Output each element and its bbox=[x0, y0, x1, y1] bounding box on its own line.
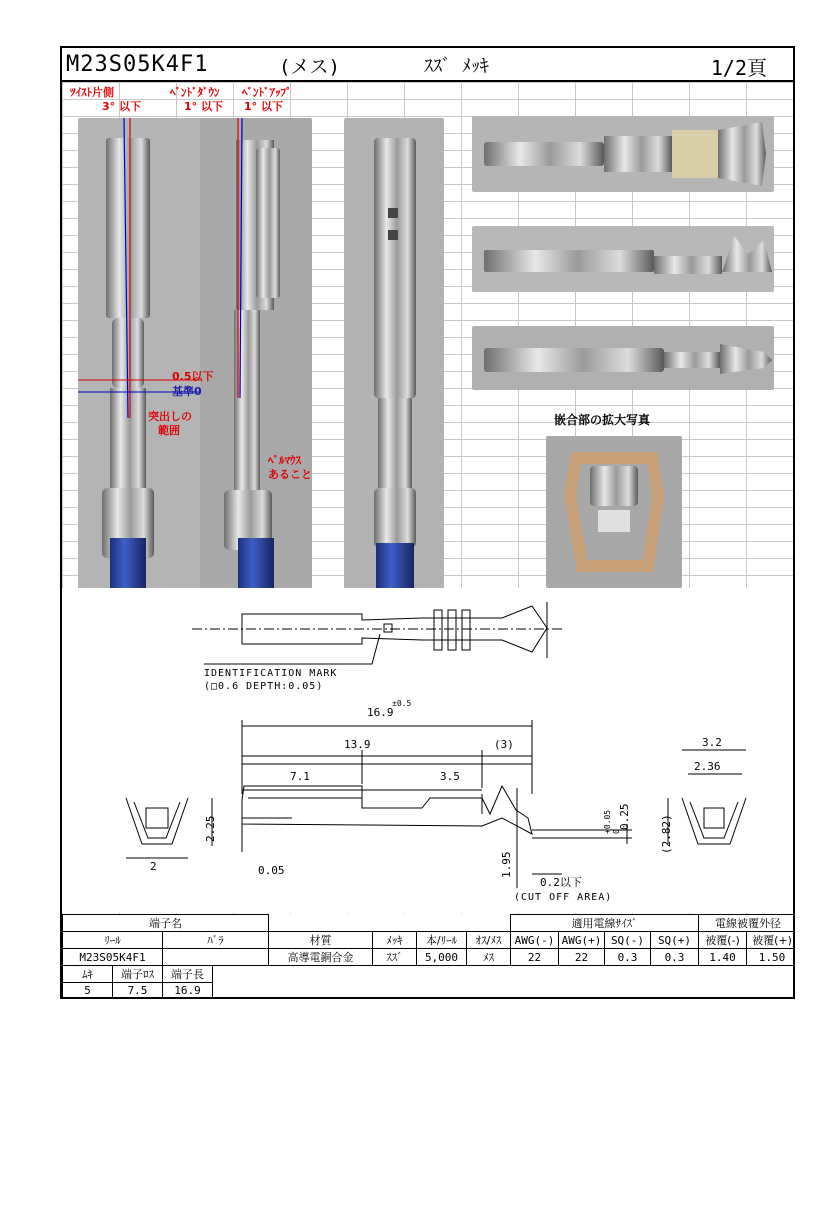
dim-0-25-tol-minus: 0 bbox=[612, 829, 621, 834]
photo-bottom-horizontal bbox=[472, 326, 774, 390]
engineering-drawing bbox=[62, 588, 795, 913]
photo-mating-closeup bbox=[546, 436, 682, 588]
cut-off-area-label: (CUT OFF AREA) bbox=[514, 892, 613, 903]
ins-min-value: 1.40 bbox=[699, 949, 747, 966]
wire-size-header: 適用電線ｻｲｽﾞ bbox=[511, 915, 699, 932]
mukisu-header: ﾑｷ bbox=[63, 966, 113, 983]
length-value: 16.9 bbox=[163, 983, 213, 999]
dim-cut-off: 0.2以下 bbox=[540, 876, 582, 889]
dim-1-95: 1.95 bbox=[500, 851, 513, 878]
dim-overall: 16.9 bbox=[367, 706, 394, 719]
dim-0-25-tol-plus: +0.05 bbox=[603, 809, 612, 834]
material-value: 高導電銅合金 bbox=[269, 949, 373, 966]
protrusion-range-label-1: 突出しの bbox=[148, 410, 192, 423]
dim-3-2: 3.2 bbox=[702, 736, 722, 749]
photo-top-horizontal bbox=[472, 116, 774, 192]
bend-up-label: ﾍﾞﾝﾄﾞｱｯﾌﾟ bbox=[242, 86, 292, 99]
per-reel-header: 本/ﾘｰﾙ bbox=[417, 932, 467, 949]
mukisu-value: 5 bbox=[63, 983, 113, 999]
page-number: 1/2頁 bbox=[710, 56, 767, 80]
photo-bend-view bbox=[200, 118, 312, 590]
sq-max-header: SQ(+) bbox=[651, 932, 699, 949]
identification-mark-spec: (□0.6 DEPTH:0.05) bbox=[204, 681, 324, 692]
length-header: 端子長 bbox=[163, 966, 213, 983]
awg-max-value: 22 bbox=[559, 949, 605, 966]
dim-0-25: 0.25 bbox=[618, 803, 631, 830]
drawing-canvas bbox=[62, 588, 795, 913]
mating-closeup-caption: 嵌合部の拡大写真 bbox=[554, 413, 651, 427]
dim-2: 2 bbox=[150, 860, 157, 873]
table-row bbox=[63, 932, 796, 949]
material-header: 材質 bbox=[269, 932, 373, 949]
ins-max-header: 被覆(+) bbox=[747, 932, 796, 949]
plating-type: ｽｽﾞ ﾒｯｷ bbox=[424, 56, 489, 77]
twist-label: ﾂｲｽﾄ片側 bbox=[70, 86, 114, 99]
table-row bbox=[63, 915, 796, 932]
table-row bbox=[63, 966, 796, 983]
awg-min-value: 22 bbox=[511, 949, 559, 966]
protrusion-range-label-2: 範囲 bbox=[158, 424, 180, 437]
awg-min-header: AWG(-) bbox=[511, 932, 559, 949]
table-row bbox=[63, 983, 796, 999]
dim-7-1: 7.1 bbox=[290, 770, 310, 783]
photo-front-view bbox=[344, 118, 444, 590]
bend-down-label: ﾍﾞﾝﾄﾞﾀﾞｳﾝ bbox=[170, 86, 220, 99]
ins-max-value: 1.50 bbox=[747, 949, 796, 966]
bara-part-number bbox=[163, 949, 269, 966]
plating-value: ｽｽﾞ bbox=[373, 949, 417, 966]
reel-header: ﾘｰﾙ bbox=[63, 932, 163, 949]
protrusion-limit-label: 0.5以下 bbox=[172, 370, 214, 383]
sq-min-header: SQ(-) bbox=[605, 932, 651, 949]
bellmouth-label-2: あること bbox=[268, 468, 312, 481]
pitch-value: 7.5 bbox=[113, 983, 163, 999]
dim-3-5: 3.5 bbox=[440, 770, 460, 783]
terminal-type: (メス) bbox=[279, 56, 340, 78]
gender-header: ｵｽ/ﾒｽ bbox=[467, 932, 511, 949]
plating-header: ﾒｯｷ bbox=[373, 932, 417, 949]
dim-13-9: 13.9 bbox=[344, 738, 371, 751]
bend-up-value: 1° 以下 bbox=[244, 100, 283, 113]
insulation-header: 電線被覆外径 bbox=[699, 915, 796, 932]
bellmouth-label-1: ﾍﾞﾙﾏｳｽ bbox=[268, 454, 301, 467]
dim-0-05: 0.05 bbox=[258, 864, 285, 877]
part-number: M23S05K4F1 bbox=[66, 52, 209, 77]
spec-sheet bbox=[60, 46, 795, 999]
sq-max-value: 0.3 bbox=[651, 949, 699, 966]
reference-zero-label: 基準0 bbox=[172, 385, 202, 398]
sq-min-value: 0.3 bbox=[605, 949, 651, 966]
spec-table bbox=[62, 914, 795, 999]
gender-value: ﾒｽ bbox=[467, 949, 511, 966]
dim-2-25: 2.25 bbox=[204, 815, 217, 842]
per-reel-value: 5,000 bbox=[417, 949, 467, 966]
bend-down-value: 1° 以下 bbox=[184, 100, 223, 113]
pitch-header: 端子ﾛｽ bbox=[113, 966, 163, 983]
twist-value: 3° 以下 bbox=[102, 100, 141, 113]
terminal-name-header: 端子名 bbox=[63, 915, 269, 932]
dim-3: (3) bbox=[494, 738, 514, 751]
awg-max-header: AWG(+) bbox=[559, 932, 605, 949]
table-row bbox=[63, 949, 796, 966]
photo-side-horizontal bbox=[472, 226, 774, 292]
dim-2-82: (2.82) bbox=[660, 814, 673, 854]
bara-header: ﾊﾞﾗ bbox=[163, 932, 269, 949]
dim-overall-tol: ±0.5 bbox=[392, 699, 412, 708]
identification-mark-label: IDENTIFICATION MARK bbox=[204, 668, 338, 679]
sheet-header bbox=[62, 48, 793, 82]
ins-min-header: 被覆(-) bbox=[699, 932, 747, 949]
dim-2-36: 2.36 bbox=[694, 760, 721, 773]
photo-twist-view bbox=[78, 118, 202, 590]
reel-part-number: M23S05K4F1 bbox=[63, 949, 163, 966]
